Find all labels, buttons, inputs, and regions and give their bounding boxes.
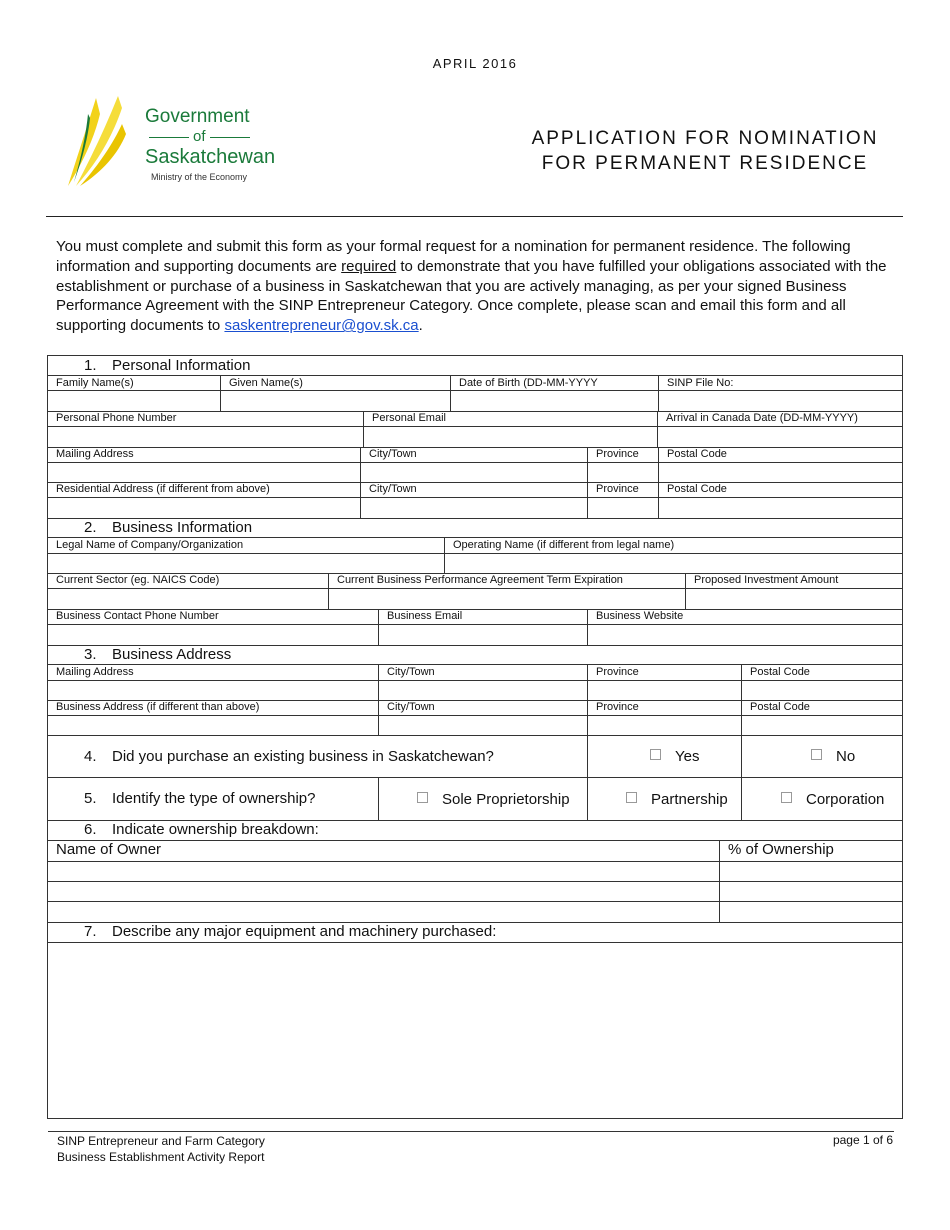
- biz-mailing-input[interactable]: [48, 681, 378, 700]
- logo-ministry-text: Ministry of the Economy: [151, 172, 248, 182]
- biz-address2-province-input[interactable]: [588, 716, 741, 735]
- intro-paragraph: [56, 237, 906, 336]
- biz-address2-postal-input[interactable]: [742, 716, 902, 735]
- legal-name-input[interactable]: [48, 554, 444, 573]
- owner-name-input-1[interactable]: [48, 862, 719, 881]
- biz-address2-province-label: Province: [596, 701, 639, 713]
- owner-name-header: Name of Owner: [56, 841, 162, 858]
- dob-label: Date of Birth (DD-MM-YYYY: [459, 377, 598, 389]
- owner-name-input-2[interactable]: [48, 882, 719, 901]
- yes-checkbox[interactable]: [650, 749, 661, 760]
- sinp-file-input[interactable]: [659, 391, 902, 411]
- question-4: 4. Did you purchase an existing business in Saskatchewan?: [84, 748, 494, 765]
- residential-city-input[interactable]: [361, 498, 587, 518]
- mailing-province-label: Province: [596, 448, 639, 460]
- biz-mailing-province-label: Province: [596, 666, 639, 678]
- application-form: [47, 355, 903, 1119]
- section-7-header: 7. Describe any major equipment and machinery purchased:: [84, 923, 497, 940]
- bpa-term-input[interactable]: [329, 589, 685, 609]
- footer-divider: [48, 1131, 894, 1132]
- residential-province-input[interactable]: [588, 498, 658, 518]
- document-date: APRIL 2016: [432, 56, 518, 71]
- family-name-label: Family Name(s): [56, 377, 134, 389]
- residential-postal-label: Postal Code: [667, 483, 727, 495]
- intro-text-2: to demonstrate that you have fulfilled your obligations associated with the establishment or purchase of a business in Saskatchewan that you are actively managing, as per your signed Business Performance Agreement with the SINP Entrepreneur Category. Once complete, please scan and email this form and all supporting documents to: [56, 257, 887, 335]
- biz-phone-input[interactable]: [48, 625, 378, 645]
- residential-postal-input[interactable]: [659, 498, 902, 518]
- ownership-percent-header: % of Ownership: [728, 841, 834, 858]
- wheat-logo-icon: [66, 94, 146, 190]
- corporation-checkbox[interactable]: [781, 792, 792, 803]
- email-input[interactable]: [364, 427, 657, 447]
- family-name-input[interactable]: [48, 391, 220, 411]
- investment-input[interactable]: [686, 589, 902, 609]
- footer-program: SINP Entrepreneur and Farm Category: [57, 1134, 265, 1148]
- title-line-1: APPLICATION FOR NOMINATION: [531, 128, 879, 149]
- ownership-percent-input-1[interactable]: [720, 862, 902, 881]
- mailing-address-label: Mailing Address: [56, 448, 134, 460]
- page-number: page 1 of 6: [832, 1133, 893, 1147]
- operating-name-label: Operating Name (if different from legal name): [453, 539, 675, 551]
- sole-proprietorship-checkbox[interactable]: [417, 792, 428, 803]
- phone-label: Personal Phone Number: [56, 412, 177, 424]
- intro-end: .: [418, 317, 423, 335]
- mailing-postal-input[interactable]: [659, 463, 902, 482]
- biz-address2-city-label: City/Town: [387, 701, 435, 713]
- biz-email-input[interactable]: [379, 625, 587, 645]
- biz-mailing-city-label: City/Town: [387, 666, 435, 678]
- email-link[interactable]: saskentrepreneur@gov.sk.ca: [224, 317, 419, 335]
- legal-name-label: Legal Name of Company/Organization: [56, 539, 244, 551]
- residential-address-input[interactable]: [48, 498, 360, 518]
- residential-province-label: Province: [596, 483, 639, 495]
- option-corporation[interactable]: Corporation: [781, 791, 884, 808]
- title-line-2: FOR PERMANENT RESIDENCE: [541, 153, 869, 174]
- mailing-province-input[interactable]: [588, 463, 658, 482]
- dob-input[interactable]: [451, 391, 658, 411]
- biz-phone-label: Business Contact Phone Number: [56, 610, 219, 622]
- biz-mailing-city-input[interactable]: [379, 681, 587, 700]
- biz-address2-city-input[interactable]: [379, 716, 587, 735]
- residential-address-label: Residential Address (if different from above): [56, 483, 270, 495]
- ownership-percent-input-3[interactable]: [720, 902, 902, 922]
- question-5: 5. Identify the type of ownership?: [84, 790, 316, 807]
- header-divider: [46, 216, 903, 217]
- mailing-city-label: City/Town: [369, 448, 417, 460]
- biz-mailing-postal-label: Postal Code: [750, 666, 810, 678]
- equipment-description-textarea[interactable]: [48, 943, 902, 1118]
- phone-input[interactable]: [48, 427, 363, 447]
- operating-name-input[interactable]: [445, 554, 902, 573]
- section-3-header: 3. Business Address: [84, 646, 232, 663]
- partnership-checkbox[interactable]: [626, 792, 637, 803]
- government-logo: [66, 94, 286, 194]
- biz-website-label: Business Website: [596, 610, 684, 622]
- given-name-input[interactable]: [221, 391, 450, 411]
- section-1-header: 1. Personal Information: [84, 357, 251, 374]
- biz-email-label: Business Email: [387, 610, 463, 622]
- no-checkbox[interactable]: [811, 749, 822, 760]
- biz-address2-input[interactable]: [48, 716, 378, 735]
- intro-required: required: [341, 257, 397, 275]
- mailing-city-input[interactable]: [361, 463, 587, 482]
- page-title: [470, 126, 940, 176]
- mailing-postal-label: Postal Code: [667, 448, 727, 460]
- arrival-input[interactable]: [658, 427, 902, 447]
- bpa-term-label: Current Business Performance Agreement Term Expiration: [337, 574, 623, 586]
- footer-left: [57, 1133, 265, 1165]
- option-partnership[interactable]: Partnership: [626, 791, 728, 808]
- option-no[interactable]: No: [811, 748, 855, 765]
- biz-website-input[interactable]: [588, 625, 902, 645]
- logo-government-text: Government: [145, 106, 250, 127]
- residential-city-label: City/Town: [369, 483, 417, 495]
- intro-text-1: You must complete and submit this form as your formal request for a nomination for permanent residence. The following information and supporting documents are: [56, 238, 851, 275]
- option-yes[interactable]: Yes: [650, 748, 699, 765]
- biz-address2-label: Business Address (if different than above): [56, 701, 260, 713]
- sinp-file-label: SINP File No:: [667, 377, 734, 389]
- investment-label: Proposed Investment Amount: [694, 574, 839, 586]
- sector-input[interactable]: [48, 589, 328, 609]
- footer-report: Business Establishment Activity Report: [57, 1150, 265, 1164]
- biz-mailing-label: Mailing Address: [56, 666, 134, 678]
- owner-name-input-3[interactable]: [48, 902, 719, 922]
- section-6-header: 6. Indicate ownership breakdown:: [84, 821, 319, 838]
- biz-mailing-province-input[interactable]: [588, 681, 741, 700]
- biz-address2-postal-label: Postal Code: [750, 701, 810, 713]
- section-2-header: 2. Business Information: [84, 519, 253, 536]
- ownership-percent-input-2[interactable]: [720, 882, 902, 901]
- sector-label: Current Sector (eg. NAICS Code): [56, 574, 220, 586]
- biz-mailing-postal-input[interactable]: [742, 681, 902, 700]
- logo-of-text: of: [193, 128, 206, 145]
- logo-province-text: Saskatchewan: [145, 146, 276, 168]
- option-sole-proprietorship[interactable]: Sole Proprietorship: [417, 791, 570, 808]
- email-label: Personal Email: [372, 412, 446, 424]
- given-name-label: Given Name(s): [229, 377, 303, 389]
- mailing-address-input[interactable]: [48, 463, 360, 482]
- arrival-label: Arrival in Canada Date (DD-MM-YYYY): [666, 412, 858, 424]
